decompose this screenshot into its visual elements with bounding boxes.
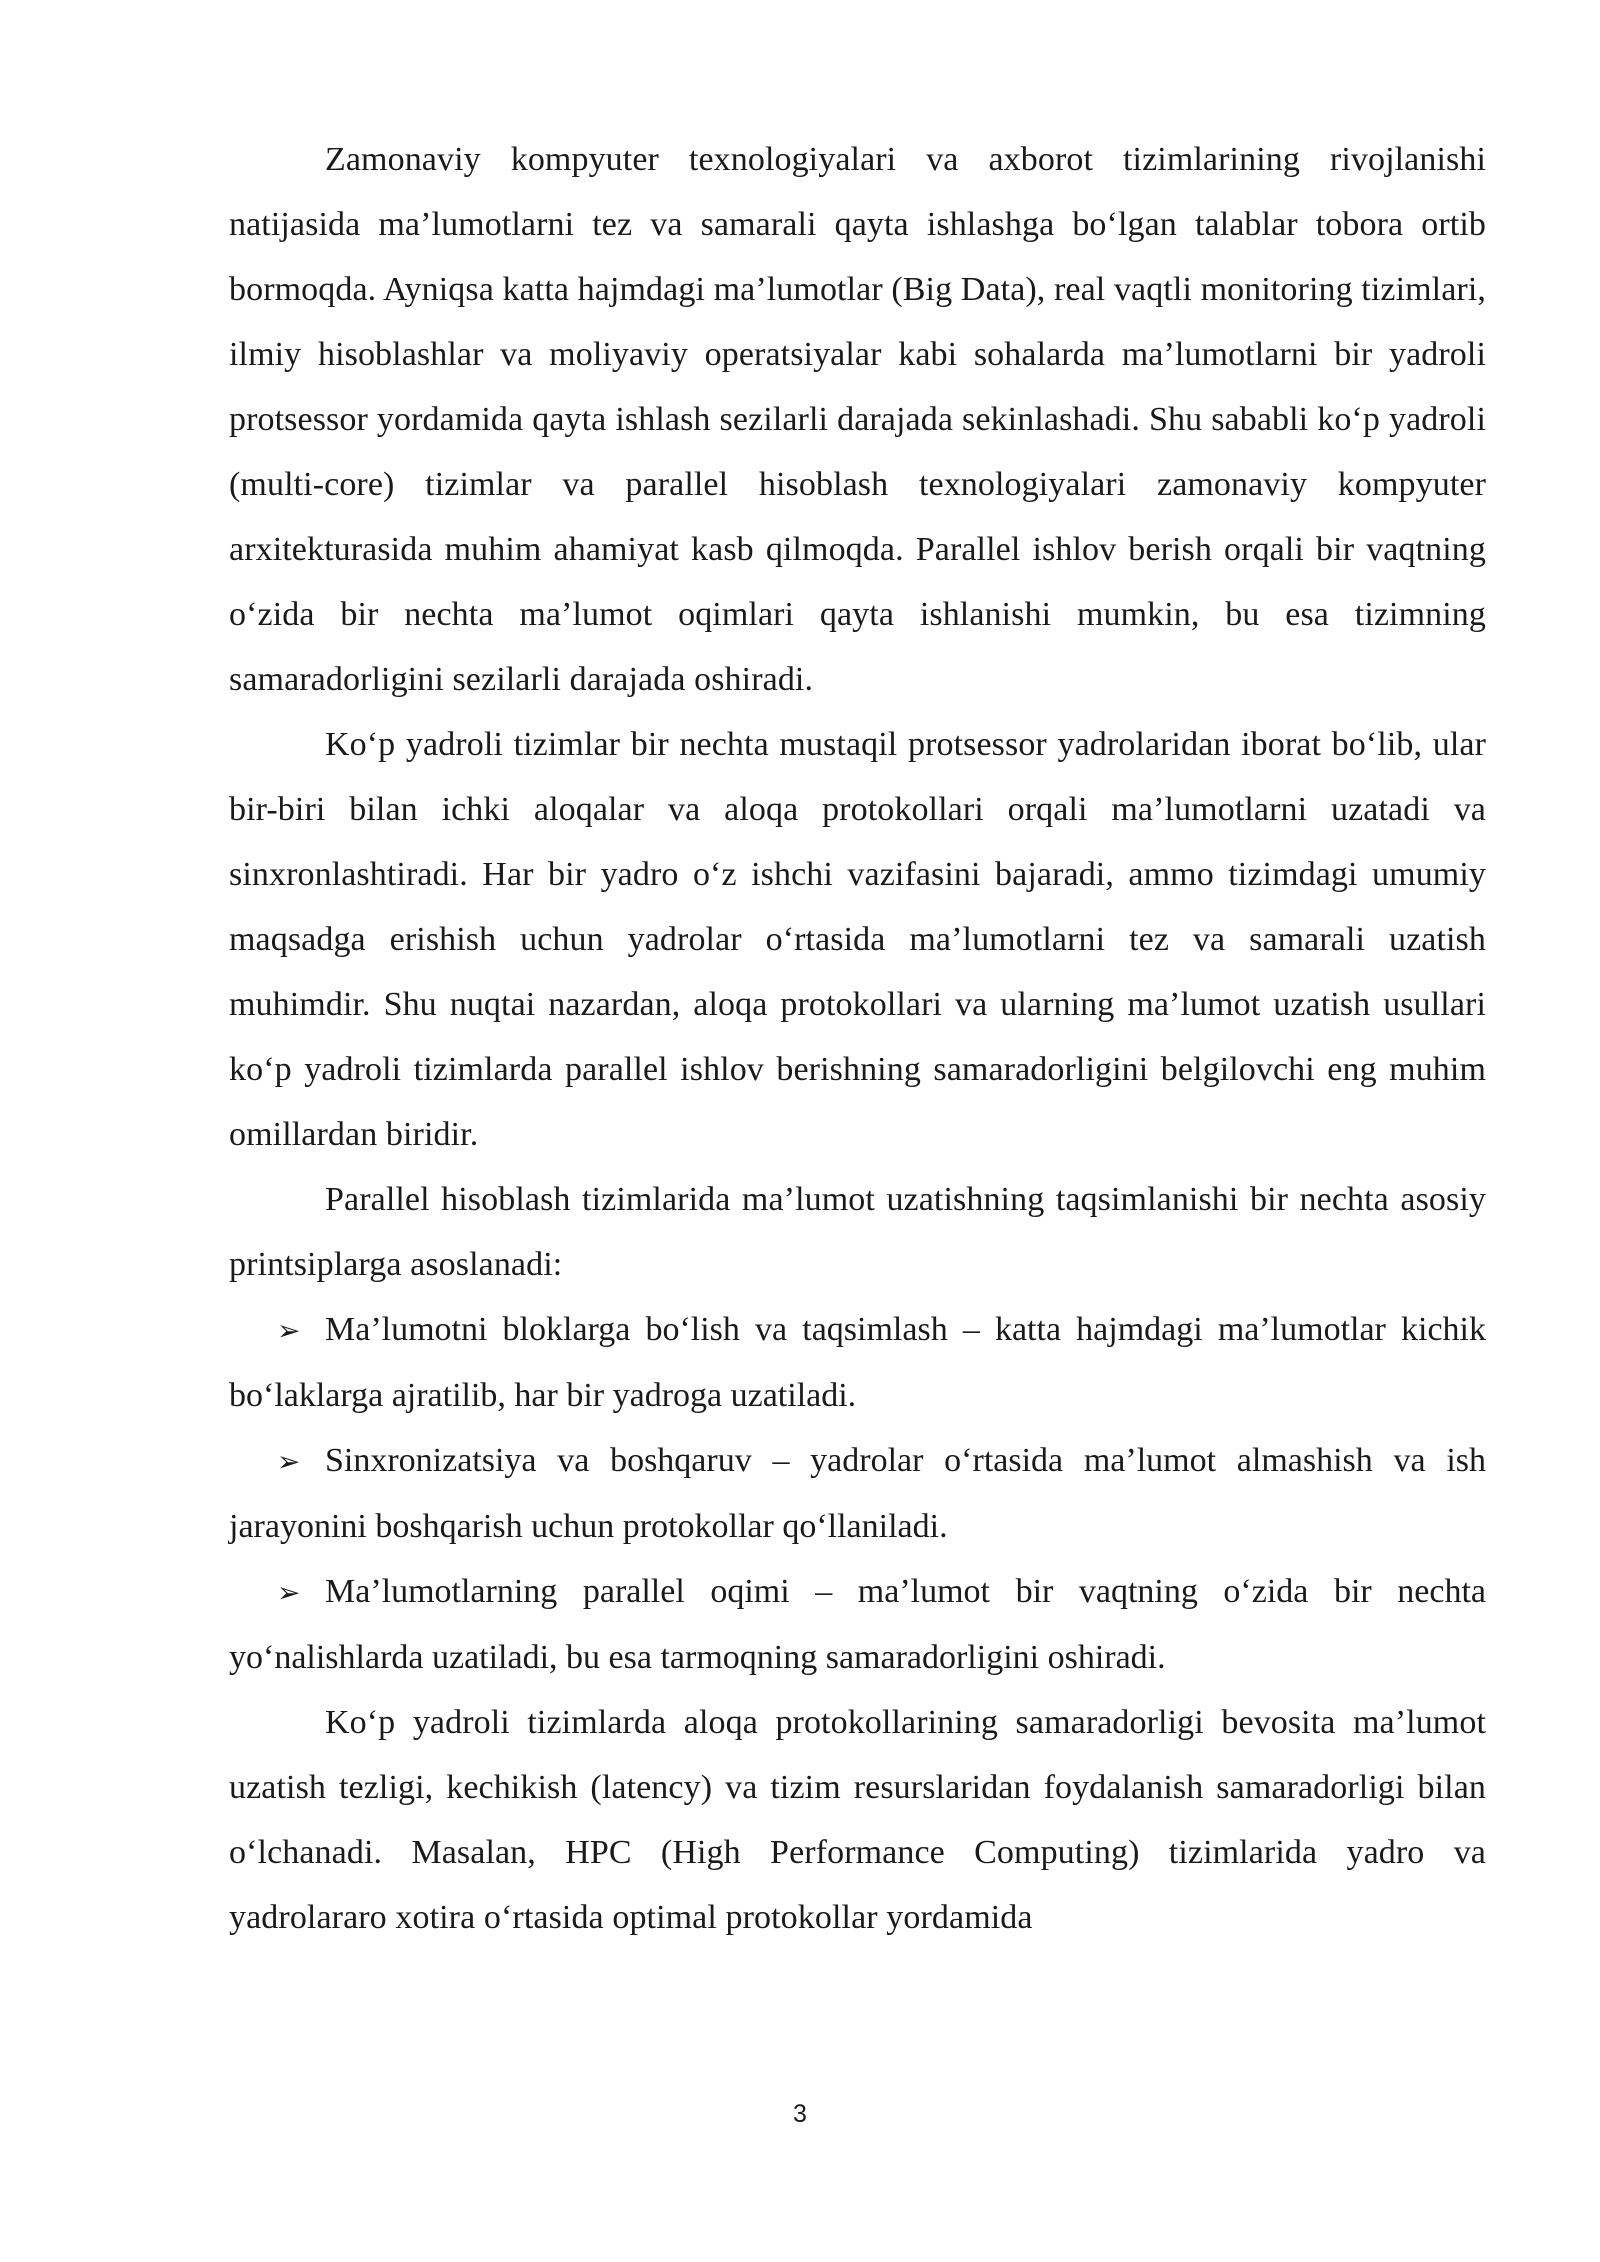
paragraph-efficiency: Ko‘p yadroli tizimlarda aloqa protokollarining samaradorligi bevosita ma’lumot uzatish tezligi, kechikish (latency) va tizim resurslaridan foydalanish samaradorligi bilan o‘lchanadi. Masalan, HPC (High Performance Computing) tizimlarida yadro va yadrolararo xotira o‘rtasida optimal protokollar yordamida xyxy=(229,1704,1486,1936)
paragraph-multicore: Ko‘p yadroli tizimlar bir nechta mustaqil protsessor yadrolaridan iborat bo‘lib, ular bir-biri bilan ichki aloqalar va aloqa protokollari orqali ma’lumotlarni uzatadi va sinxronlashtiradi. Har bir yadro o‘z ishchi vazifasini bajaradi, ammo tizimdagi umumiy maqsadga erishish uchun yadrolar o‘rtasida ma’lumotlarni tez va samarali uzatish muhimdir. Shu nuqtai nazardan, aloqa protokollari va ularning ma’lumot uzatish usullari ko‘p yadroli tizimlarda parallel ishlov berishning samaradorligini belgilovchi eng muhim omillardan biridir. xyxy=(229,726,1486,1153)
list-item-text: Ma’lumotlarning parallel oqimi – ma’lumot bir vaqtning o‘zida bir nechta yo‘nalishlarda uzatiladi, bu esa tarmoqning samaradorligini oshiradi. xyxy=(229,1573,1486,1676)
page-number: 3 xyxy=(793,2100,807,2128)
paragraph-intro: Zamonaviy kompyuter texnologiyalari va axborot tizimlarining rivojlanishi natijasida ma’lumotlarni tez va samarali qayta ishlashga bo‘lgan talablar tobora ortib bormoqda. Ayniqsa katta hajmdagi ma’lumotlar (Big Data), real vaqtli monitoring tizimlari, ilmiy hisoblashlar va moliyaviy operatsiyalar kabi sohalarda ma’lumotlarni bir yadroli protsessor yordamida qayta ishlash sezilarli darajada sekinlashadi. Shu sababli ko‘p yadroli (multi-core) tizimlar va parallel hisoblash texnologiyalari zamonaviy kompyuter arxitekturasida muhim ahamiyat kasb qilmoqda. Parallel ishlov berish orqali bir vaqtning o‘zida bir nechta ma’lumot oqimlari qayta ishlanishi mumkin, bu esa tizimning samaradorligini sezilarli darajada oshiradi. xyxy=(229,141,1486,698)
arrow-bullet-icon: ➢ xyxy=(277,1576,301,1609)
page-body xyxy=(229,127,1486,1950)
arrow-bullet-icon: ➢ xyxy=(277,1445,301,1478)
arrow-bullet-icon: ➢ xyxy=(277,1314,301,1347)
list-item-text: Sinxronizatsiya va boshqaruv – yadrolar o‘rtasida ma’lumot almashish va ish jarayonini boshqarish uchun protokollar qo‘llaniladi. xyxy=(229,1442,1486,1545)
paragraph-principles-lead: Parallel hisoblash tizimlarida ma’lumot uzatishning taqsimlanishi bir nechta asosiy printsiplarga asoslanadi: xyxy=(229,1181,1486,1283)
list-item xyxy=(229,1559,1486,1690)
list-item xyxy=(229,1428,1486,1559)
list-item-text: Ma’lumotni bloklarga bo‘lish va taqsimlash – katta hajmdagi ma’lumotlar kichik bo‘laklarga ajratilib, har bir yadroga uzatiladi. xyxy=(229,1311,1486,1414)
list-item xyxy=(229,1297,1486,1428)
